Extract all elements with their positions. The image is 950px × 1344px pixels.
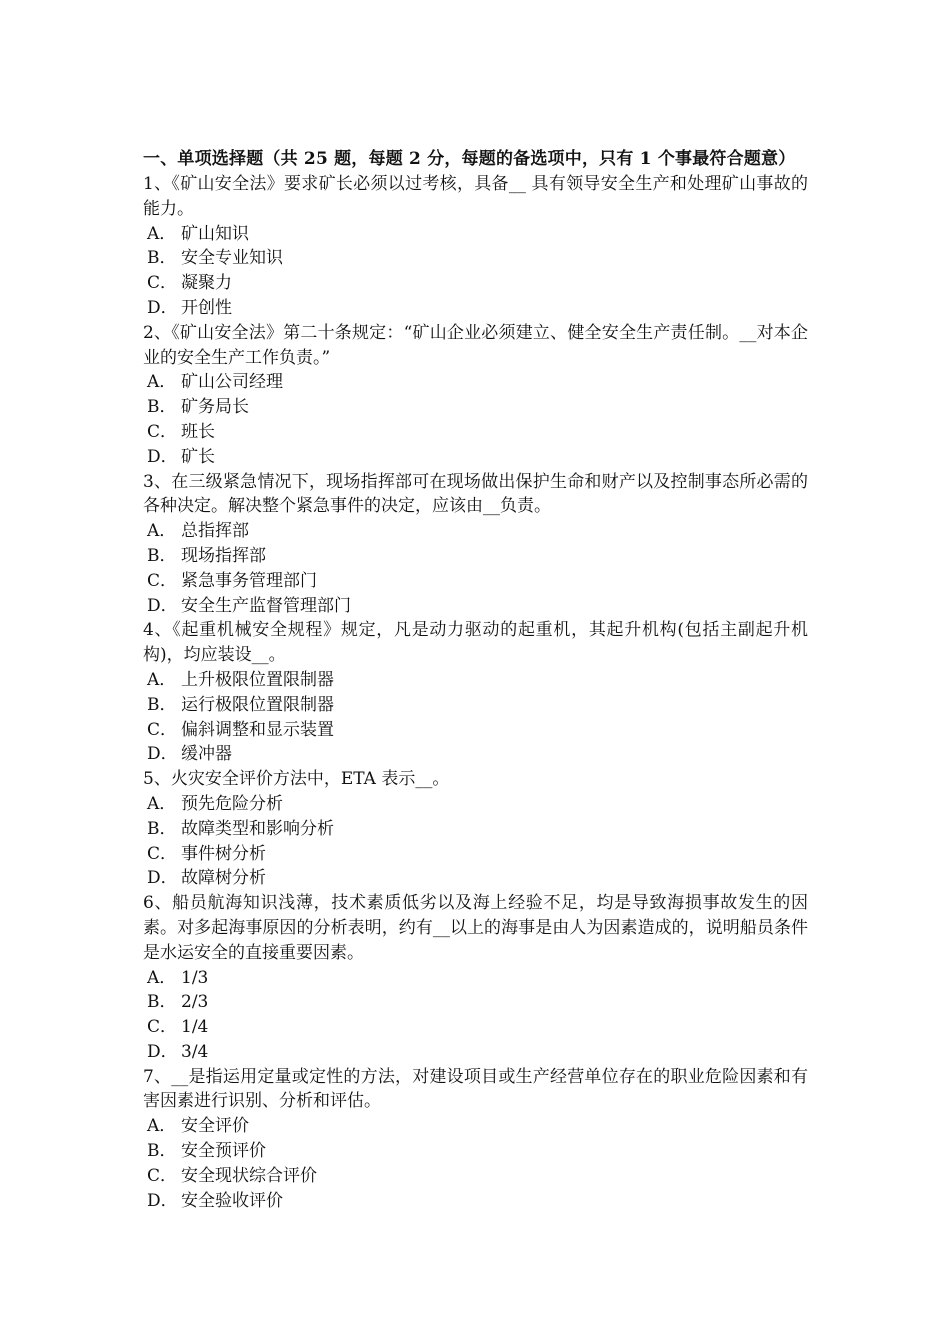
option-letter: C． bbox=[147, 570, 178, 591]
option-text: 矿山公司经理 bbox=[181, 372, 283, 393]
question-5 bbox=[143, 767, 808, 891]
option-letter: A． bbox=[147, 372, 177, 393]
question-7 bbox=[143, 1065, 808, 1214]
question-1 bbox=[143, 172, 808, 321]
option-d bbox=[143, 296, 808, 321]
option-a bbox=[143, 792, 808, 817]
option-b bbox=[143, 544, 808, 569]
option-a bbox=[143, 519, 808, 544]
option-b bbox=[143, 395, 808, 420]
option-letter: B． bbox=[147, 818, 177, 839]
option-c bbox=[143, 569, 808, 594]
option-d bbox=[143, 742, 808, 767]
question-2 bbox=[143, 321, 808, 470]
question-text: 3、在三级紧急情况下，现场指挥部可在现场做出保护生命和财产以及控制事态所必需的各种决定。解决整个紧急事件的决定，应该由__负责。 bbox=[143, 471, 808, 517]
option-letter: D． bbox=[147, 1190, 178, 1211]
option-text: 安全验收评价 bbox=[181, 1190, 283, 1211]
option-text: 矿务局长 bbox=[181, 397, 249, 418]
option-letter: B． bbox=[147, 397, 177, 418]
question-text: 2、《矿山安全法》第二十条规定：“矿山企业必须建立、健全安全生产责任制。__对本企业的安全生产工作负责。” bbox=[143, 322, 808, 368]
option-a bbox=[143, 668, 808, 693]
option-c bbox=[143, 1015, 808, 1040]
option-a bbox=[143, 370, 808, 395]
option-letter: B． bbox=[147, 694, 177, 715]
section-title: 一、单项选择题（共 25 题，每题 2 分，每题的备选项中，只有 1 个事最符合题意） bbox=[143, 149, 796, 169]
option-text: 安全专业知识 bbox=[181, 248, 283, 269]
option-b bbox=[143, 1139, 808, 1164]
option-text: 运行极限位置限制器 bbox=[181, 694, 334, 715]
option-letter: D． bbox=[147, 1041, 178, 1062]
option-text: 安全评价 bbox=[181, 1116, 249, 1137]
option-text: 2/3 bbox=[181, 992, 209, 1013]
option-letter: B． bbox=[147, 545, 177, 566]
option-text: 缓冲器 bbox=[181, 744, 232, 765]
option-text: 事件树分析 bbox=[181, 843, 266, 864]
option-d bbox=[143, 1189, 808, 1214]
option-text: 班长 bbox=[181, 421, 215, 442]
option-text: 1/3 bbox=[181, 967, 209, 988]
question-4 bbox=[143, 618, 808, 767]
option-b bbox=[143, 817, 808, 842]
option-text: 紧急事务管理部门 bbox=[181, 570, 317, 591]
option-letter: A． bbox=[147, 669, 177, 690]
option-c bbox=[143, 420, 808, 445]
option-letter: C． bbox=[147, 1165, 178, 1186]
option-text: 矿长 bbox=[181, 446, 215, 467]
option-c bbox=[143, 1164, 808, 1189]
option-d bbox=[143, 1040, 808, 1065]
question-text: 1、《矿山安全法》要求矿长必须以过考核，具备__ 具有领导安全生产和处理矿山事故的能力。 bbox=[143, 174, 808, 219]
option-letter: B． bbox=[147, 992, 177, 1013]
option-c bbox=[143, 842, 808, 867]
option-d bbox=[143, 594, 808, 619]
option-d bbox=[143, 866, 808, 891]
option-text: 矿山知识 bbox=[181, 223, 249, 244]
option-text: 故障树分析 bbox=[181, 868, 266, 889]
option-a bbox=[143, 222, 808, 247]
question-text: 4、《起重机械安全规程》规定，凡是动力驱动的起重机，其起升机构(包括主副起升机构)，均应装设__。 bbox=[143, 620, 808, 666]
option-letter: A． bbox=[147, 521, 177, 542]
option-b bbox=[143, 693, 808, 718]
option-a bbox=[143, 1114, 808, 1139]
option-letter: D． bbox=[147, 868, 178, 889]
option-letter: D． bbox=[147, 297, 178, 318]
question-text: 6、船员航海知识浅薄，技术素质低劣以及海上经验不足，均是导致海损事故发生的因素。对多起海事原因的分析表明，约有__以上的海事是由人为因素造成的，说明船员条件是水运安全的直接重要因素。 bbox=[143, 893, 808, 963]
option-text: 3/4 bbox=[181, 1041, 209, 1062]
option-letter: D． bbox=[147, 446, 178, 467]
option-b bbox=[143, 990, 808, 1015]
question-text: 7、__是指运用定量或定性的方法，对建设项目或生产经营单位存在的职业危险因素和有害因素进行识别、分析和评估。 bbox=[143, 1066, 808, 1112]
option-letter: D． bbox=[147, 744, 178, 765]
option-text: 凝聚力 bbox=[181, 273, 232, 294]
option-letter: A． bbox=[147, 793, 177, 814]
option-letter: C． bbox=[147, 421, 178, 442]
option-text: 上升极限位置限制器 bbox=[181, 669, 334, 690]
option-text: 总指挥部 bbox=[181, 521, 249, 542]
option-letter: C． bbox=[147, 1017, 178, 1038]
document-page bbox=[143, 146, 808, 1213]
option-b bbox=[143, 246, 808, 271]
option-d bbox=[143, 445, 808, 470]
option-text: 预先危险分析 bbox=[181, 793, 283, 814]
option-text: 偏斜调整和显示装置 bbox=[181, 719, 334, 740]
option-text: 故障类型和影响分析 bbox=[181, 818, 334, 839]
option-letter: A． bbox=[147, 1116, 177, 1137]
option-text: 安全生产监督管理部门 bbox=[181, 595, 351, 616]
option-text: 安全现状综合评价 bbox=[181, 1165, 317, 1186]
option-text: 安全预评价 bbox=[181, 1141, 266, 1162]
question-6 bbox=[143, 891, 808, 1065]
option-letter: A． bbox=[147, 223, 177, 244]
option-letter: B． bbox=[147, 248, 177, 269]
option-text: 1/4 bbox=[181, 1017, 209, 1038]
option-letter: C． bbox=[147, 719, 178, 740]
question-3 bbox=[143, 470, 808, 619]
option-c bbox=[143, 271, 808, 296]
option-letter: D． bbox=[147, 595, 178, 616]
option-text: 现场指挥部 bbox=[181, 545, 266, 566]
option-c bbox=[143, 718, 808, 743]
option-letter: C． bbox=[147, 273, 178, 294]
option-letter: B． bbox=[147, 1141, 177, 1162]
option-letter: C． bbox=[147, 843, 178, 864]
option-a bbox=[143, 966, 808, 991]
option-text: 开创性 bbox=[181, 297, 232, 318]
option-letter: A． bbox=[147, 967, 177, 988]
question-text: 5、火灾安全评价方法中，ETA 表示__。 bbox=[143, 769, 450, 790]
